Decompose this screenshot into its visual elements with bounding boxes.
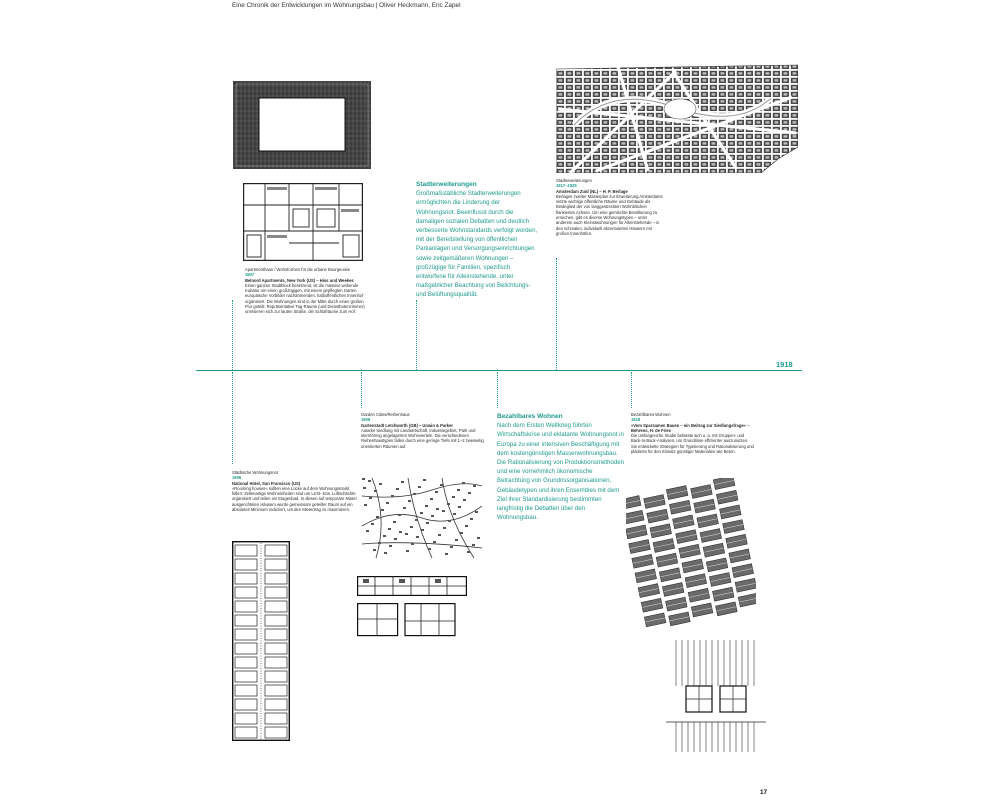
page-number: 17 <box>760 789 768 796</box>
connector-behrens <box>631 372 632 408</box>
amsterdam-zuid-map <box>556 63 798 173</box>
national-hotel-floorplan <box>232 541 290 741</box>
connector-national-hotel <box>232 372 233 464</box>
connector-amsterdam <box>556 258 557 370</box>
connector-letchworth <box>361 372 362 408</box>
letchworth-floorplan-small <box>357 603 457 637</box>
behrens-siedlung-plan <box>626 478 756 628</box>
connector-belnord <box>232 300 233 370</box>
caption-belnord: Apartmenthaus / Wohnformen für die urbane Bourgeoisie 1907 Belnord Apartments, New York (US) – Hiss und Weekes Einen ganzen Stadtblock besetzend, ist die massive wirkende Kubatur um einen großzügigen, mit einem gepflegten Garten europäische Vorbilder nachahmenden, halboffentlichen Innenhof organisiert. Die Wohnungen sind in der Mitte durch einen großen Flur geteilt: Repräsentative Tag-Räume (und Dienstbotenzimmer) orientieren sich zur lauten Straße, die Schlafräume zum Hof. <box>245 267 365 315</box>
timeline-year-marker: 1918 <box>776 360 793 369</box>
essay-bezahlbares-wohnen: Bezahlbares Wohnen Nach dem Ersten Weltkrieg führten Wirtschaftskrise und eklatante Wohnungsnot in Europa zu einer intensiven Beschäftigung mit dem kostengünstigen Massenwohnungsbau. Die Rationalisierung von Produktionsmethoden und eine vornehmlich ökonomische Betrachtung von Grundrissorganisationen, Gebäudetypen und ihren Ensembles mit dem Ziel ihrer Standardisierung bestimmten langfristig die Debatten über den Wohnungsbau. <box>497 413 625 522</box>
letchworth-floorplan-large <box>357 576 467 596</box>
letchworth-site-map <box>362 478 482 558</box>
belnord-courtyard-drawing <box>233 81 371 169</box>
caption-letchworth: Garden Cities/Reihenhaus 1909 Gartenstadt Letchworth (GB) – Unwin & Parker Autarke Siedlung mit Landwirtschaft, Industriegebiet, Park und sternförmig angelagerten Wohnvierteln. Die verschiedenen Reihenhaustypen fallen durch eine geringe Tiefe mit 1–2 zweiseitig orientierten Räumen auf. <box>361 412 484 449</box>
behrens-section-drawing <box>666 640 766 752</box>
running-header: Eine Chronik der Entwicklungen im Wohnungsbau | Oliver Heckmann, Eric Zapel <box>232 2 461 9</box>
connector-stadterweiterungen <box>416 300 417 370</box>
belnord-floorplan <box>243 183 363 261</box>
connector-bezahlbares-wohnen <box>497 372 498 408</box>
caption-behrens: Bezahlbares Wohnen 1918 »Vom Sparsamen Bauen – ein Beitrag zur Siedlungsfrage« – Behrens, H. de Fries Die umfangreiche Studie befasste sich u. a. mit Gruppen- und Back-to-Back-Analysen, um Grundrisse effizienter auszunutzen. Sie entwickelte Strategien für Typisierung und Rationalisierung und plädierte für den Einsatz günstiger Materialien wie Beton. <box>631 412 754 455</box>
caption-amsterdam: Stadterweiterungen 1917–1925 Amsterdam Zuid (NL) – H. P. Berlage Berlages zweiter Masterplan zur Erweiterung Amsterdams setzte wichtige öffentliche Räume und Gebäude als Bindeglied der von langgestreckten Wohnblöcken flankierten Achsen. Um eine gemischte Bevölkerung zu erreichen, gibt es diverse Wohnungstypen – unter anderem auch Kleinstwohnungen für Alleinstehende – in den schmalen, individuell akzentuierten Häusern mit großen Innenhöfen. <box>556 178 663 236</box>
timeline-axis <box>196 370 802 371</box>
caption-national-hotel: Städtische Wohnungsnot 1906 National Hotel, San Francisco (US) »Rooming houses« sollten eine Lücke auf dem Wohnungsmarkt füllen: Zellenartige Wohneinheiten sind um Licht- bzw. Luftschächte organisiert und teilen ein Etagenbad. In diesen auf temporäre Mieter ausgerichteten Häusern wurde gemeinsam geteilter Raum auf ein absolutes Minimum reduziert, um den Mietertrag zu maximieren. <box>232 470 357 513</box>
essay-stadterweiterungen: Stadterweiterungen Großmaßstäbliche Stadterweiterungen ermöglichten die Linderung der Wohnungsnot. Beeinflusst durch die damaligen sozialen Debatten und deutlich verbesserte Wohnstandards verfolgt worden, mit der Bereitstellung von öffentlichen Parkanlagen und Versorgungseinrichtungen sowie zeitgemäßeren Wohnungen – großzügige für Familien, spezifisch entworfene für Alleinstehende, unter maßgeblicher Beachtung von Belichtungs- und Belüftungsqualität. <box>416 181 538 299</box>
